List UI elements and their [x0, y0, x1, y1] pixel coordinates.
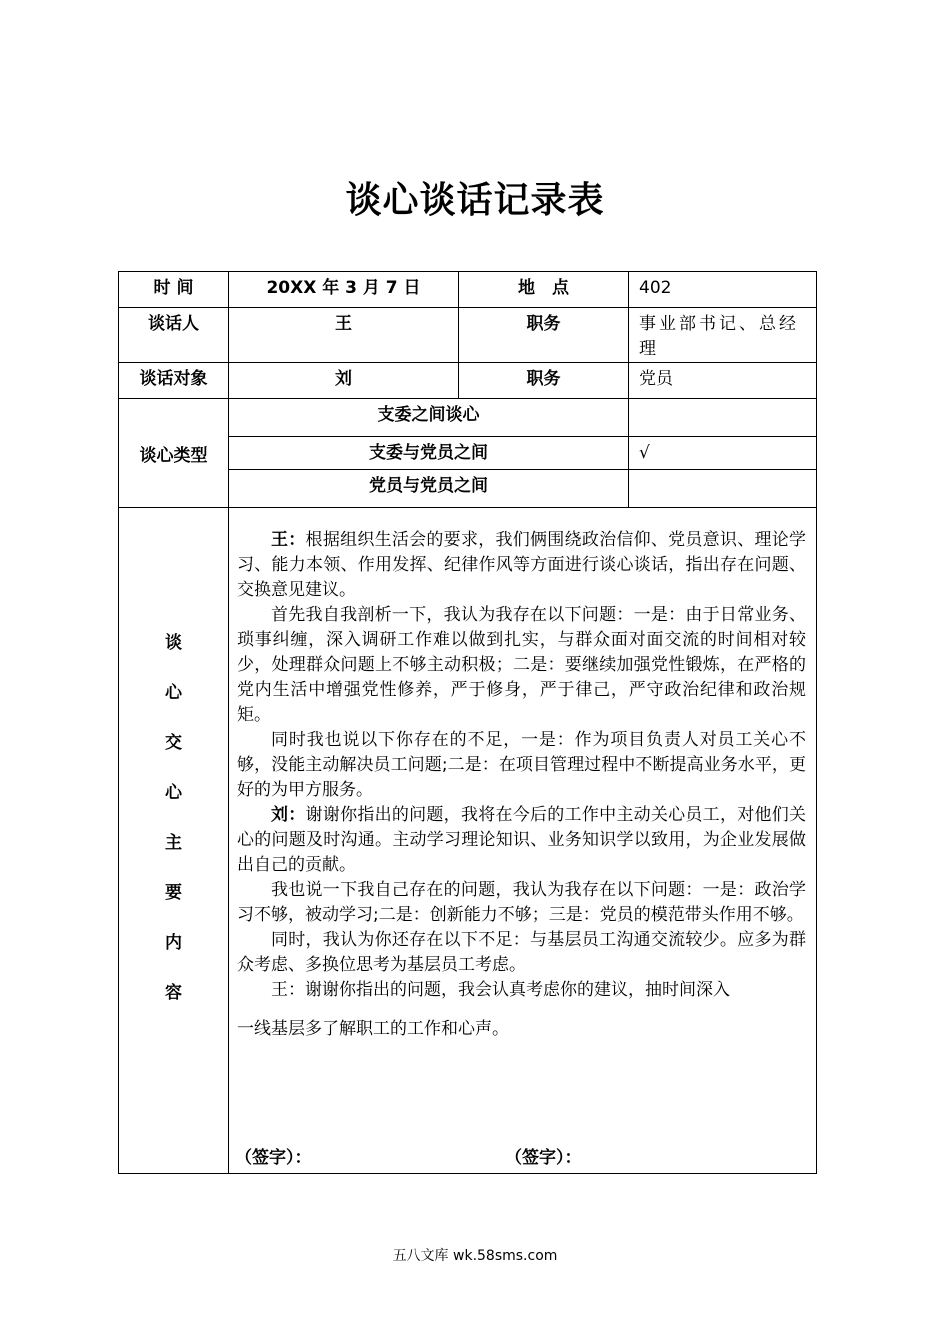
- paragraph: 首先我自我剖析一下，我认为我存在以下问题：一是：由于日常业务、琐事纠缠，深入调研工作难以做到扎实，与群众面对面交流的时间相对较少，处理群众问题上不够主动积极；二是：要继续加强党性锻炼，在严格的党内生活中增强党性修养，严于修身，严于律己，严守政治纪律和政治规矩。: [237, 605, 806, 725]
- talk-type-mark: [629, 470, 817, 508]
- paragraph: 同时我也说以下你存在的不足，一是：作为项目负责人对员工关心不够，没能主动解决员工问题;二是：在项目管理过程中不断提高业务水平，更好的为甲方服务。: [237, 730, 806, 800]
- signature-right: （签字）：: [505, 1148, 582, 1168]
- speaker-label: 谈话人: [119, 308, 229, 363]
- record-table: [118, 271, 817, 1174]
- talk-type-label: 谈心类型: [119, 399, 229, 508]
- target-label: 谈话对象: [119, 363, 229, 399]
- time-value: 20XX 年 3 月 7 日: [229, 272, 459, 308]
- content-body: [229, 508, 817, 1174]
- paragraph: 王：根据组织生活会的要求，我们俩围绕政治信仰、党员意识、理论学习、能力本领、作用发挥、纪律作风等方面进行谈心谈话，指出存在问题、交换意见建议。: [237, 530, 807, 600]
- document-title: 谈心谈话记录表: [345, 179, 605, 221]
- talk-type-option: 支委之间谈心: [229, 399, 629, 437]
- speaker-position-label: 职务: [459, 308, 629, 363]
- footer-watermark: 五八文库 wk.58sms.com: [392, 1248, 558, 1264]
- talk-type-mark: [629, 399, 817, 437]
- time-label: 时 间: [119, 272, 229, 308]
- paragraph: 我也说一下我自己存在的问题，我认为我存在以下问题：一是：政治学习不够，被动学习;二是：创新能力不够；三是：党员的模范带头作用不够。: [237, 880, 806, 925]
- talk-type-option: 支委与党员之间: [229, 437, 629, 470]
- content-label: 谈 心 交 心 主 要 内 容: [119, 508, 229, 1174]
- talk-type-option: 党员与党员之间: [229, 470, 629, 508]
- target-position-value: 党员: [629, 363, 817, 399]
- target-value: 刘: [229, 363, 459, 399]
- paragraph: 同时，我认为你还存在以下不足：与基层员工沟通交流较少。应多为群众考虑、多换位思考为基层员工考虑。: [237, 930, 806, 975]
- paragraph: 刘：谢谢你指出的问题，我将在今后的工作中主动关心员工，对他们关心的问题及时沟通。主动学习理论知识、业务知识学以致用，为企业发展做出自己的贡献。: [237, 805, 807, 875]
- paragraph: 一线基层多了解职工的工作和心声。: [237, 1019, 509, 1039]
- speaker-value: 王: [229, 308, 459, 363]
- place-label: 地 点: [459, 272, 629, 308]
- signature-left: （签字）：: [235, 1148, 312, 1168]
- talk-type-mark: √: [629, 437, 817, 470]
- target-position-label: 职务: [459, 363, 629, 399]
- speaker-position-value: 事业部书记、总经理: [629, 308, 817, 363]
- paragraph: 王：谢谢你指出的问题，我会认真考虑你的建议，抽时间深入: [271, 980, 730, 1000]
- place-value: 402: [629, 272, 817, 308]
